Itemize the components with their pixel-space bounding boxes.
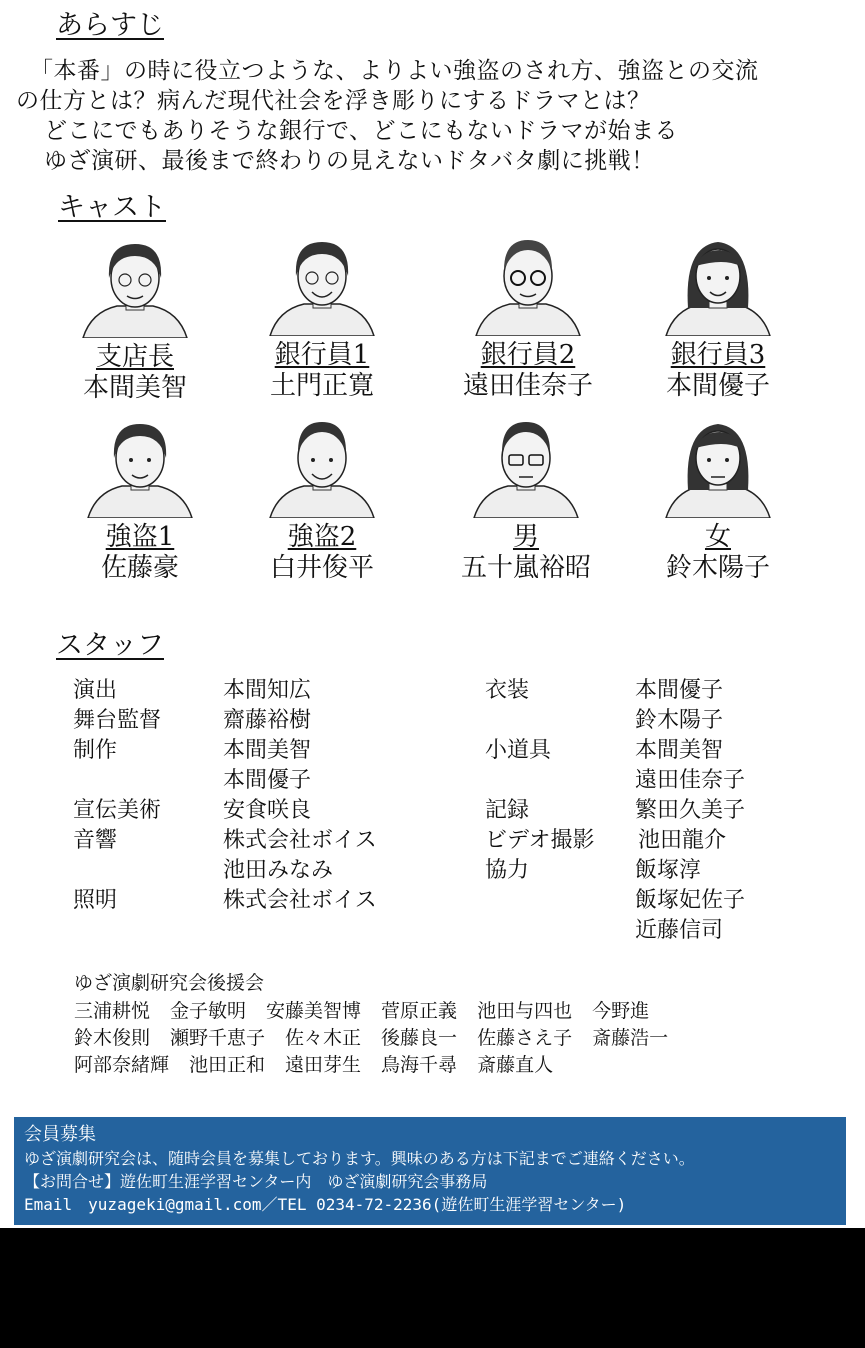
staff-role: 協力 bbox=[485, 858, 530, 883]
supporters-row bbox=[74, 1052, 573, 1078]
supporter-name: 瀬野千恵子 bbox=[170, 1027, 266, 1049]
staff-role: 記録 bbox=[485, 798, 530, 823]
recruitment-text: ゆざ演劇研究会は、随時会員を募集しております。興味のある方は下記までご連絡ください。 bbox=[24, 1149, 695, 1168]
staff-name: 繁田久美子 bbox=[635, 798, 746, 823]
cast-role: 男 bbox=[512, 522, 539, 552]
staff-role: 照明 bbox=[73, 888, 118, 913]
staff-name: 本間知広 bbox=[223, 678, 312, 703]
cast-name: 本間優子 bbox=[665, 371, 770, 401]
cast-role: 支店長 bbox=[95, 342, 174, 372]
staff-name: 安食咲良 bbox=[223, 798, 312, 823]
supporter-name: 今野進 bbox=[592, 1000, 650, 1022]
cast-name: 佐藤豪 bbox=[100, 553, 179, 583]
cast-name: 遠田佳奈子 bbox=[462, 371, 593, 401]
synopsis-line: どこにでもありそうな銀行で、どこにもないドラマが始まる bbox=[44, 118, 679, 144]
supporter-name: 阿部奈緒輝 bbox=[74, 1054, 170, 1076]
staff-name: 池田龍介 bbox=[638, 828, 727, 853]
cast-member bbox=[426, 418, 626, 584]
cast-name: 白井俊平 bbox=[269, 553, 374, 583]
contact-info: 【お問合せ】遊佐町生涯学習センター内 ゆざ演劇研究会事務局 bbox=[24, 1172, 488, 1191]
cast-member bbox=[40, 418, 240, 584]
supporter-name: 金子敏明 bbox=[170, 1000, 247, 1022]
supporter-name: 斎藤直人 bbox=[477, 1054, 554, 1076]
cast-name: 土門正寛 bbox=[269, 371, 374, 401]
cast-member bbox=[35, 238, 235, 404]
staff-role: 舞台監督 bbox=[73, 708, 162, 733]
synopsis-line: ゆざ演研、最後まで終わりの見えないドタバタ劇に挑戦！ bbox=[44, 148, 655, 174]
supporter-name: 佐々木正 bbox=[285, 1027, 362, 1049]
portrait-illustration bbox=[262, 418, 382, 518]
staff-name: 遠田佳奈子 bbox=[635, 768, 746, 793]
cast-role: 銀行員2 bbox=[480, 340, 576, 370]
supporter-name: 鳥海千尋 bbox=[381, 1054, 458, 1076]
supporter-name: 池田正和 bbox=[189, 1054, 266, 1076]
portrait-illustration bbox=[262, 236, 382, 336]
cast-role: 強盗1 bbox=[105, 522, 175, 552]
supporters-row bbox=[74, 998, 669, 1024]
supporter-name: 後藤良一 bbox=[381, 1027, 458, 1049]
email-phone: Email yuzageki@gmail.com／TEL 0234-72-2236(遊佐町生涯学習センター) bbox=[24, 1195, 627, 1214]
portrait-illustration bbox=[466, 418, 586, 518]
cast-name: 鈴木陽子 bbox=[665, 553, 770, 583]
supporter-name: 池田与四也 bbox=[477, 1000, 573, 1022]
supporter-name: 安藤美智博 bbox=[266, 1000, 362, 1022]
supporter-name: 鈴木俊則 bbox=[74, 1027, 151, 1049]
portrait-illustration bbox=[75, 238, 195, 338]
cast-member bbox=[618, 236, 818, 402]
recruitment-title: 会員募集 bbox=[24, 1124, 96, 1145]
portrait-illustration bbox=[80, 418, 200, 518]
staff-name: 近藤信司 bbox=[635, 918, 724, 943]
supporters-title: ゆざ演劇研究会後援会 bbox=[74, 972, 265, 994]
cast-name: 本間美智 bbox=[82, 373, 187, 403]
synopsis-line: の仕方とは？病んだ現代社会を浮き彫りにするドラマとは？ bbox=[16, 88, 651, 114]
staff-role: 宣伝美術 bbox=[73, 798, 162, 823]
cast-member bbox=[618, 418, 818, 584]
supporters-row bbox=[74, 1025, 688, 1051]
staff-role: 演出 bbox=[73, 678, 118, 703]
staff-name: 本間優子 bbox=[635, 678, 724, 703]
recruitment-banner bbox=[14, 1117, 846, 1225]
cast-heading: キャスト bbox=[58, 192, 166, 223]
staff-name: 本間美智 bbox=[223, 738, 312, 763]
cast-member bbox=[222, 418, 422, 584]
staff-name: 本間優子 bbox=[223, 768, 312, 793]
staff-role: ビデオ撮影 bbox=[485, 828, 595, 853]
portrait-illustration bbox=[658, 418, 778, 518]
cast-role: 女 bbox=[704, 522, 731, 552]
staff-name: 株式会社ボイス bbox=[223, 888, 377, 913]
staff-name: 株式会社ボイス bbox=[223, 828, 377, 853]
portrait-illustration bbox=[468, 236, 588, 336]
staff-heading: スタッフ bbox=[56, 630, 164, 661]
synopsis-line: 「本番」の時に役立つような、よりよい強盗のされ方、強盗との交流 bbox=[30, 58, 759, 84]
cast-role: 銀行員3 bbox=[670, 340, 766, 370]
supporter-name: 佐藤さえ子 bbox=[477, 1027, 573, 1049]
staff-name: 飯塚妃佐子 bbox=[635, 888, 746, 913]
cast-role: 強盗2 bbox=[287, 522, 357, 552]
cast-member bbox=[428, 236, 628, 402]
supporter-name: 斎藤浩一 bbox=[592, 1027, 669, 1049]
cast-role: 銀行員1 bbox=[274, 340, 370, 370]
staff-role: 小道具 bbox=[485, 738, 552, 763]
staff-name: 池田みなみ bbox=[223, 858, 334, 883]
staff-name: 齋藤裕樹 bbox=[223, 708, 312, 733]
staff-role: 制作 bbox=[73, 738, 118, 763]
supporter-name: 菅原正義 bbox=[381, 1000, 458, 1022]
synopsis-heading: あらすじ bbox=[56, 10, 164, 41]
supporter-name: 三浦耕悦 bbox=[74, 1000, 151, 1022]
supporter-name: 遠田芽生 bbox=[285, 1054, 362, 1076]
staff-role: 音響 bbox=[73, 828, 118, 853]
staff-role: 衣装 bbox=[485, 678, 530, 703]
staff-name: 飯塚淳 bbox=[635, 858, 702, 883]
staff-name: 鈴木陽子 bbox=[635, 708, 724, 733]
cast-name: 五十嵐裕昭 bbox=[460, 553, 591, 583]
staff-name: 本間美智 bbox=[635, 738, 724, 763]
cast-member bbox=[222, 236, 422, 402]
portrait-illustration bbox=[658, 236, 778, 336]
